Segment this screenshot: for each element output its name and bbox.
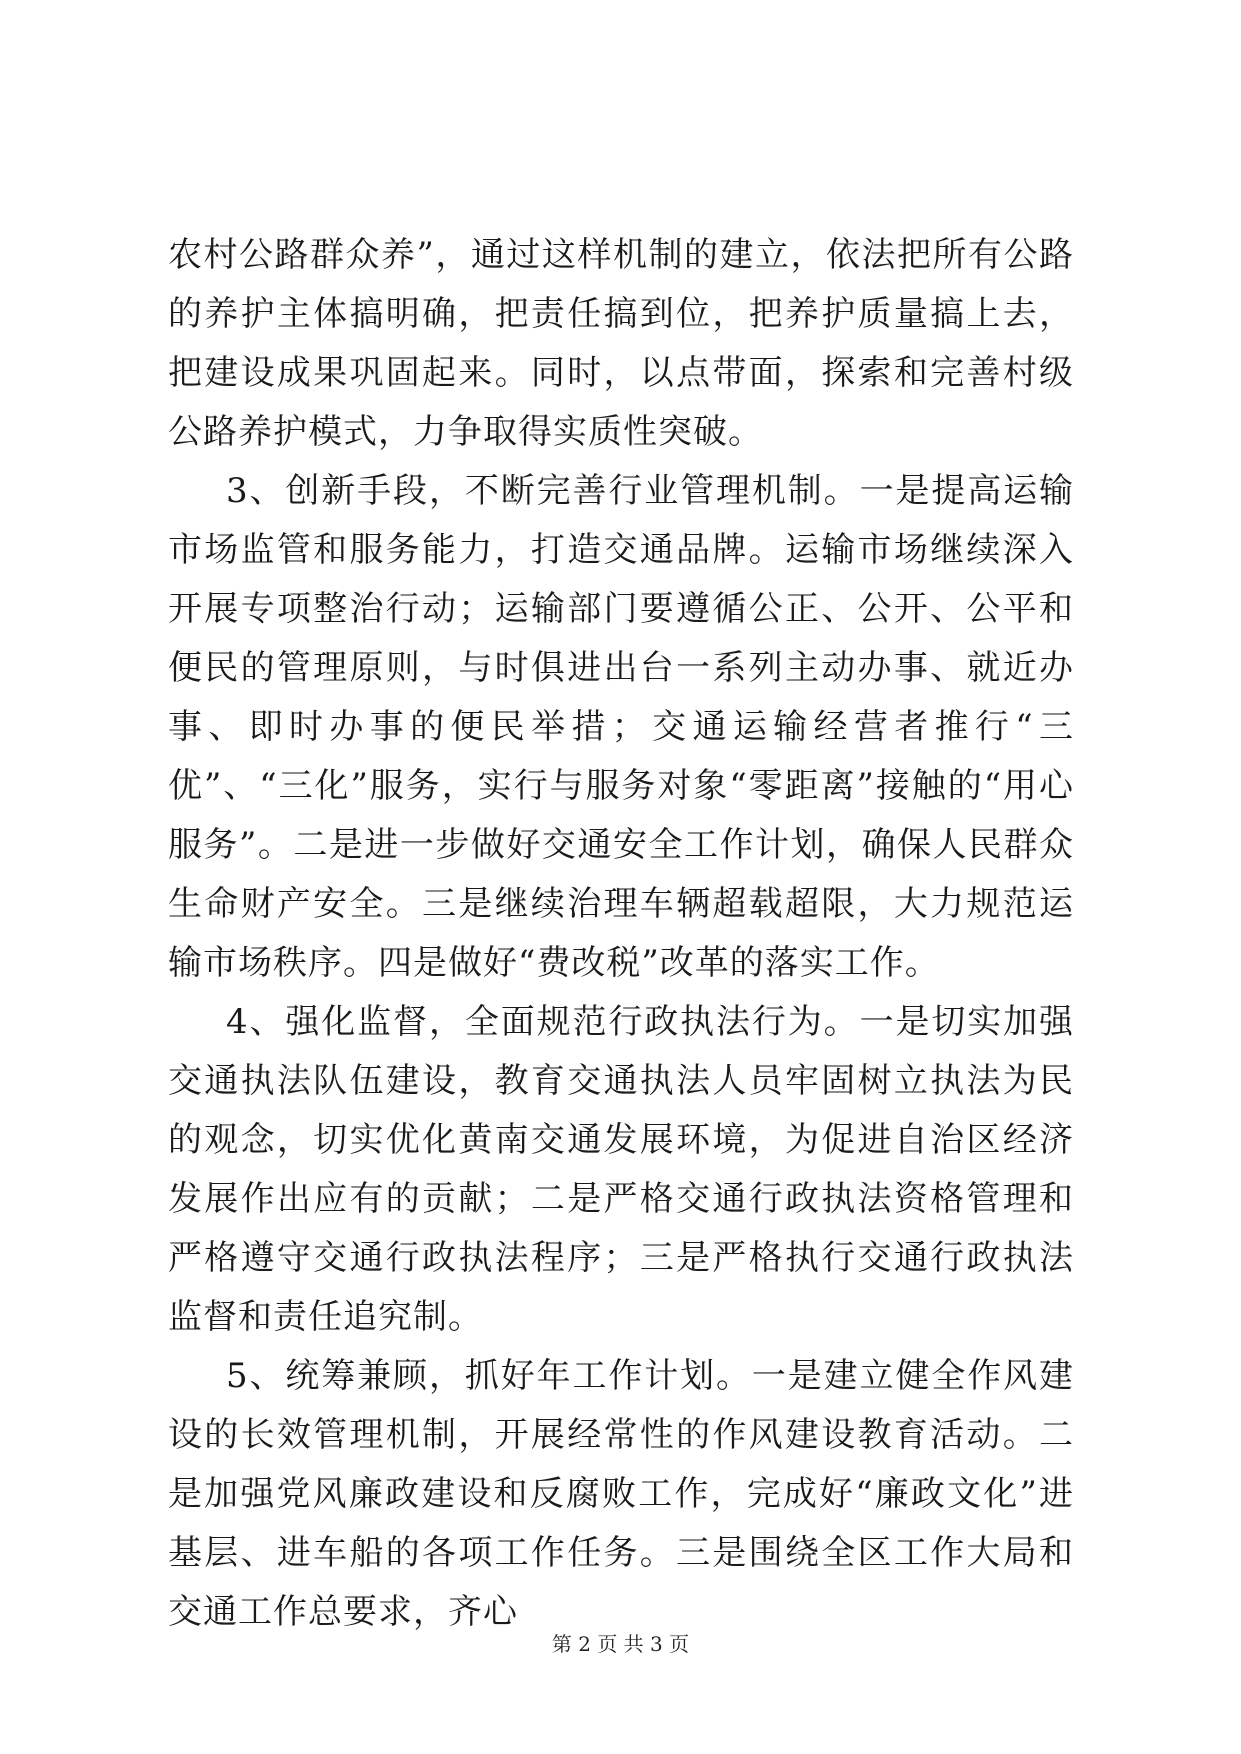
paragraph-continuation: 农村公路群众养”，通过这样机制的建立，依法把所有公路的养护主体搞明确，把责任搞到位，把养护质量搞上去，把建设成果巩固起来。同时，以点带面，探索和完善村级公路养护模式，力争取得实质性突破。: [168, 235, 1074, 452]
document-body: [168, 226, 1074, 1642]
paragraph-item-3: 3、创新手段，不断完善行业管理机制。一是提高运输市场监管和服务能力，打造交通品牌。运输市场继续深入开展专项整治行动；运输部门要遵循公正、公开、公平和便民的管理原则，与时俱进出台一系列主动办事、就近办事、即时办事的便民举措；交通运输经营者推行“三优”、“三化”服务，实行与服务对象“零距离”接触的“用心服务”。二是进一步做好交通安全工作计划，确保人民群众生命财产安全。三是继续治理车辆超载超限，大力规范运输市场秩序。四是做好“费改税”改革的落实工作。: [168, 471, 1074, 983]
paragraph-item-4: 4、强化监督，全面规范行政执法行为。一是切实加强交通执法队伍建设，教育交通执法人员牢固树立执法为民的观念，切实优化黄南交通发展环境，为促进自治区经济发展作出应有的贡献；二是严格交通行政执法资格管理和严格遵守交通行政执法程序；三是严格执行交通行政执法监督和责任追究制。: [168, 1002, 1074, 1337]
page-footer: 第 2 页 共 3 页: [551, 1632, 690, 1656]
paragraph-item-5: 5、统筹兼顾，抓好年工作计划。一是建立健全作风建设的长效管理机制，开展经常性的作风建设教育活动。二是加强党风廉政建设和反腐败工作，完成好“廉政文化”进基层、进车船的各项工作任务。三是围绕全区工作大局和交通工作总要求，齐心: [168, 1356, 1074, 1632]
